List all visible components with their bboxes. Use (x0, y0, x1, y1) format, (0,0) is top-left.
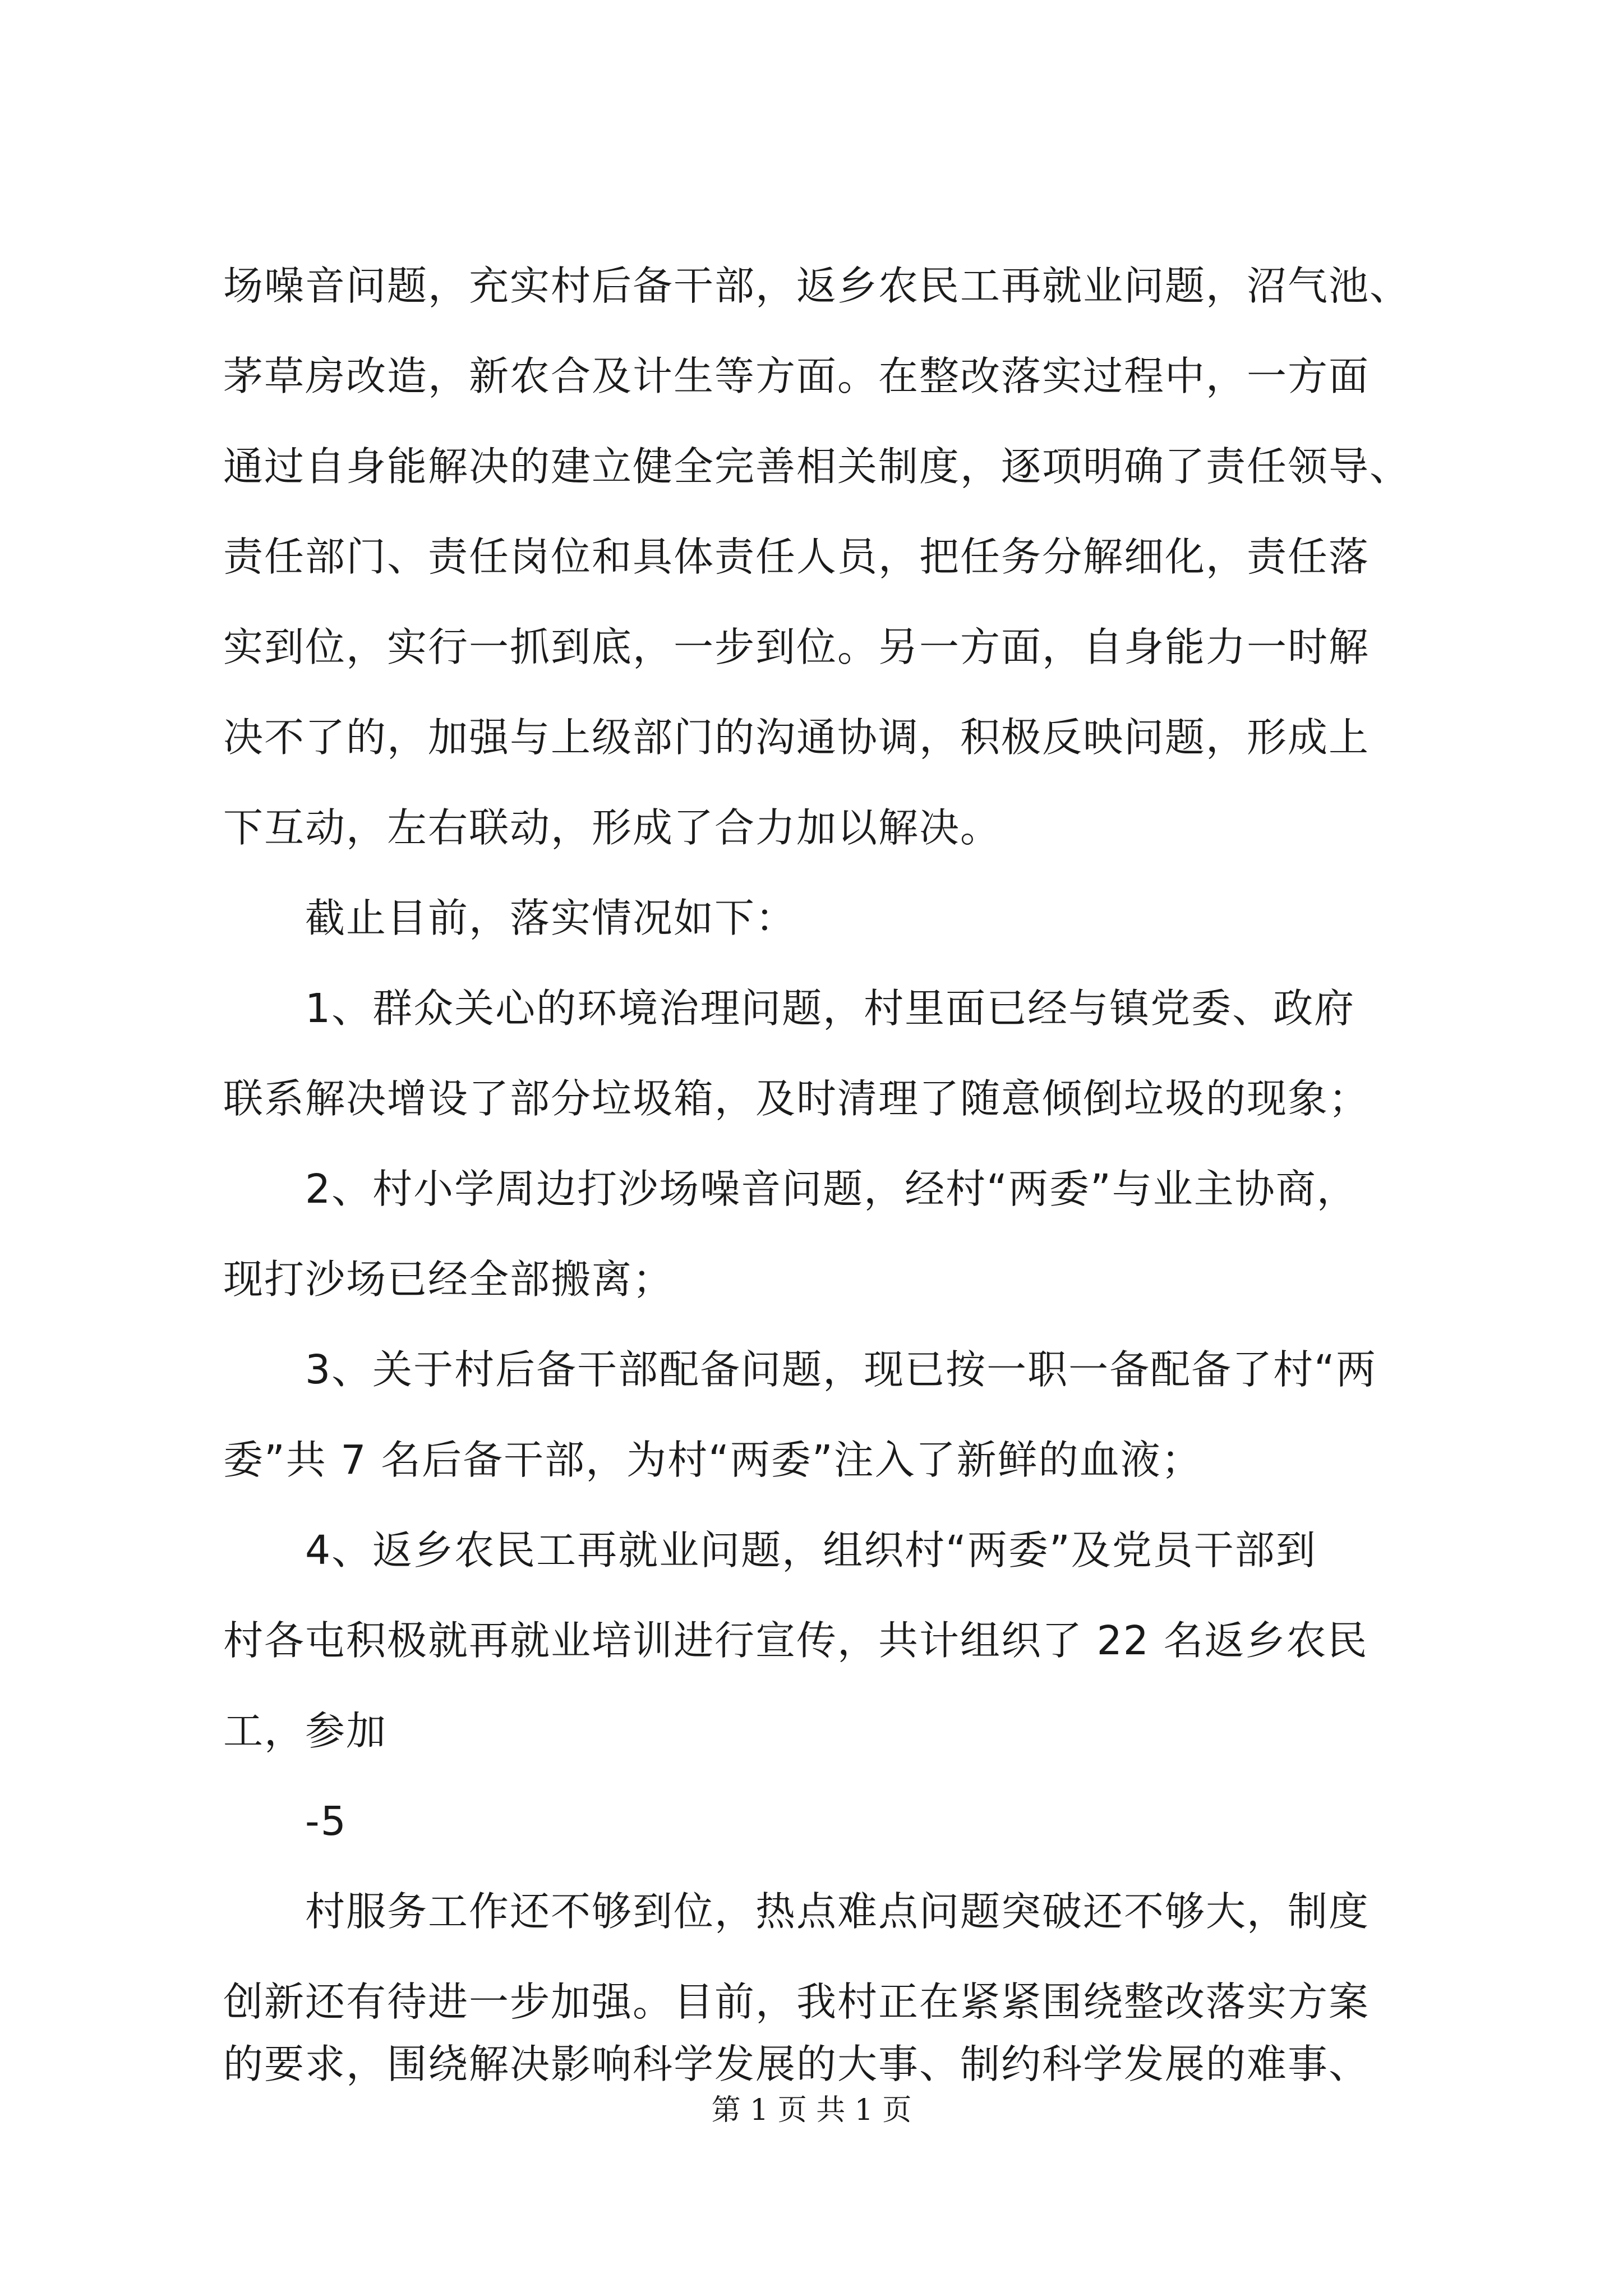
text-line: 场噪音问题，充实村后备干部，返乡农民工再就业问题，沼气池、 (223, 263, 1411, 309)
text-line: 3、关于村后备干部配备问题，现已按一职一备配备了村“两 (223, 1346, 1377, 1393)
text-line: -5 (223, 1798, 347, 1844)
text-line: 下互动，左右联动，形成了合力加以解决。 (223, 804, 1002, 851)
page-footer: 第 1 页 共 1 页 (711, 2093, 912, 2127)
text-line: 4、返乡农民工再就业问题，组织村“两委”及党员干部到 (223, 1527, 1317, 1573)
text-line: 村各屯积极就再就业培训进行宣传，共计组织了 22 名返乡农民 (223, 1617, 1368, 1664)
text-line: 委”共 7 名后备干部，为村“两委”注入了新鲜的血液； (223, 1437, 1202, 1483)
text-line: 茅草房改造，新农合及计生等方面。在整改落实过程中，一方面 (223, 353, 1370, 399)
text-line: 现打沙场已经全部搬离； (223, 1256, 674, 1303)
text-line: 联系解决增设了部分垃圾箱，及时清理了随意倾倒垃圾的现象； (223, 1075, 1370, 1122)
text-line: 2、村小学周边打沙场噪音问题，经村“两委”与业主协商， (223, 1166, 1358, 1212)
text-line: 通过自身能解决的建立健全完善相关制度，逐项明确了责任领导、 (223, 443, 1411, 490)
text-line: 责任部门、责任岗位和具体责任人员，把任务分解细化，责任落 (223, 533, 1370, 580)
text-line: 的要求，围绕解决影响科学发展的大事、制约科学发展的难事、 (223, 2041, 1370, 2087)
text-line: 实到位，实行一抓到底，一步到位。另一方面，自身能力一时解 (223, 624, 1370, 670)
text-line: 截止目前，落实情况如下： (223, 895, 797, 941)
text-line: 1、群众关心的环境治理问题，村里面已经与镇党委、政府 (223, 985, 1355, 1032)
text-line: 工，参加 (223, 1708, 388, 1754)
text-line: 创新还有待进一步加强。目前，我村正在紧紧围绕整改落实方案 (223, 1978, 1370, 2025)
text-line: 村服务工作还不够到位，热点难点问题突破还不够大，制度 (223, 1888, 1370, 1935)
text-line: 决不了的，加强与上级部门的沟通协调，积极反映问题，形成上 (223, 714, 1370, 761)
